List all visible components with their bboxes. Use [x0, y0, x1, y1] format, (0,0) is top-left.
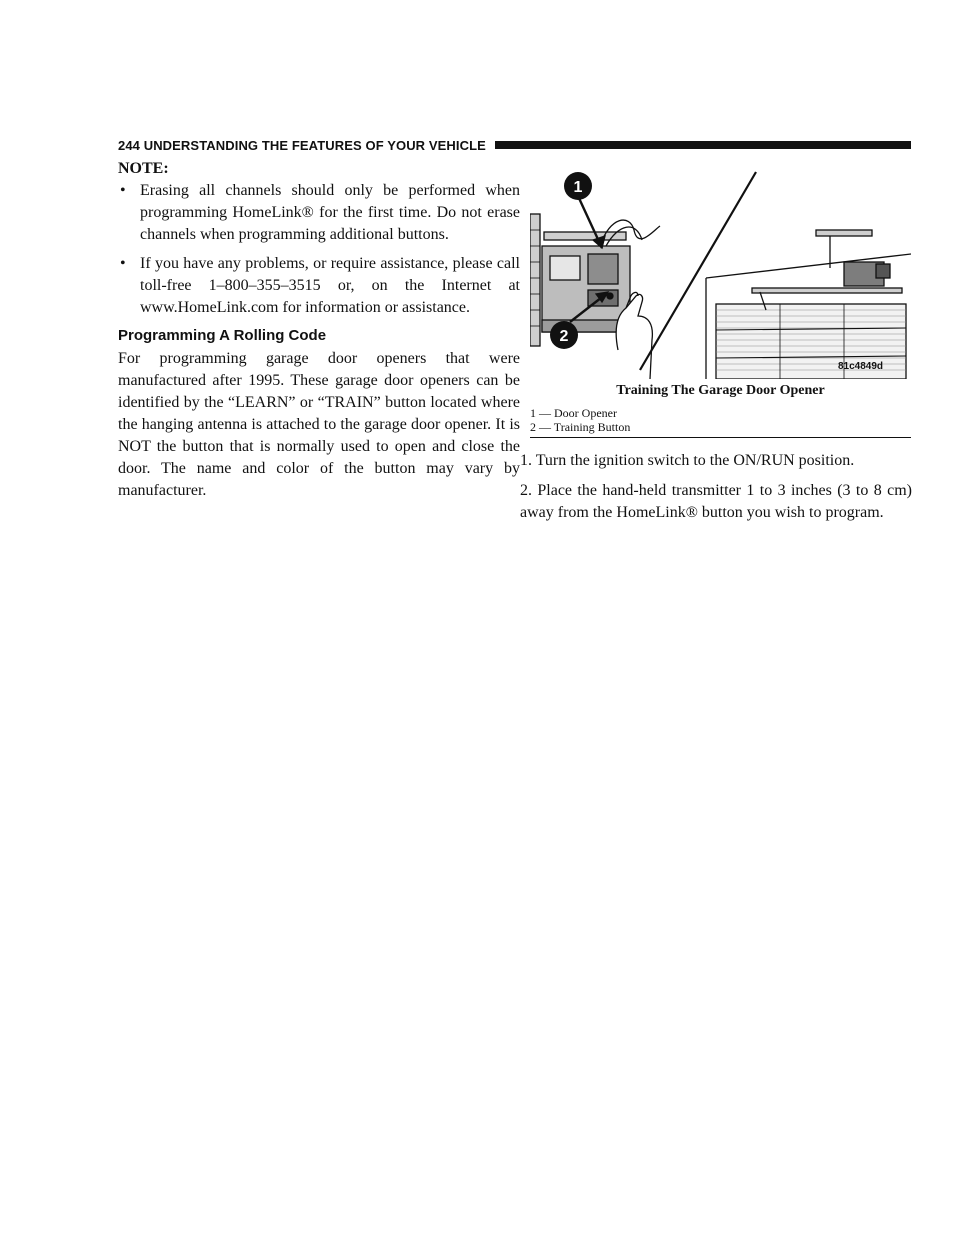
note-bullet-text: If you have any problems, or require assistance, please call toll-free 1–800–355–3515 or, on the Internet at www.HomeLink.com for information or assistance. [140, 255, 520, 316]
note-bullet [118, 253, 520, 319]
legend-item: 2 — Training Button [530, 420, 631, 434]
figure-title: Training The Garage Door Opener [616, 383, 825, 398]
header-text: 244 UNDERSTANDING THE FEATURES OF YOUR VEHICLE [118, 137, 486, 153]
callout-2: 2 [559, 328, 569, 345]
note-bullet [118, 180, 520, 246]
right-column [520, 450, 912, 532]
bullet-dot-icon: • [120, 182, 126, 199]
callout-1: 1 [573, 179, 583, 196]
section-paragraph: For programming garage door openers that were manufactured after 1995. These garage door openers can be identified by the “LEARN” or “TRAIN” button located where the hanging antenna is attached to the garage door opener. It is NOT the button that is normally used to open and close the door. The name and color of the button may vary by manufacturer. [118, 350, 520, 499]
figure-code: 81c4849d [838, 361, 884, 372]
step-2: 2. Place the hand-held transmitter 1 to 3 inches (3 to 8 cm) away from the HomeLink® button you wish to program. [520, 482, 912, 521]
step-1: 1. Turn the ignition switch to the ON/RUN position. [520, 452, 855, 469]
legend-item: 1 — Door Opener [530, 406, 617, 420]
legend-rule [530, 437, 911, 438]
section-heading: Programming A Rolling Code [118, 327, 327, 344]
note-label: NOTE: [118, 160, 169, 177]
left-column [118, 158, 520, 510]
page-header [118, 136, 911, 154]
garage-door-opener-illustration [530, 170, 911, 379]
figure-legend [530, 406, 911, 434]
bullet-dot-icon: • [120, 255, 126, 272]
header-rule [495, 141, 911, 149]
note-bullet-text: Erasing all channels should only be performed when programming HomeLink® for the first time. Do not erase channels when programming additional buttons. [140, 182, 520, 243]
